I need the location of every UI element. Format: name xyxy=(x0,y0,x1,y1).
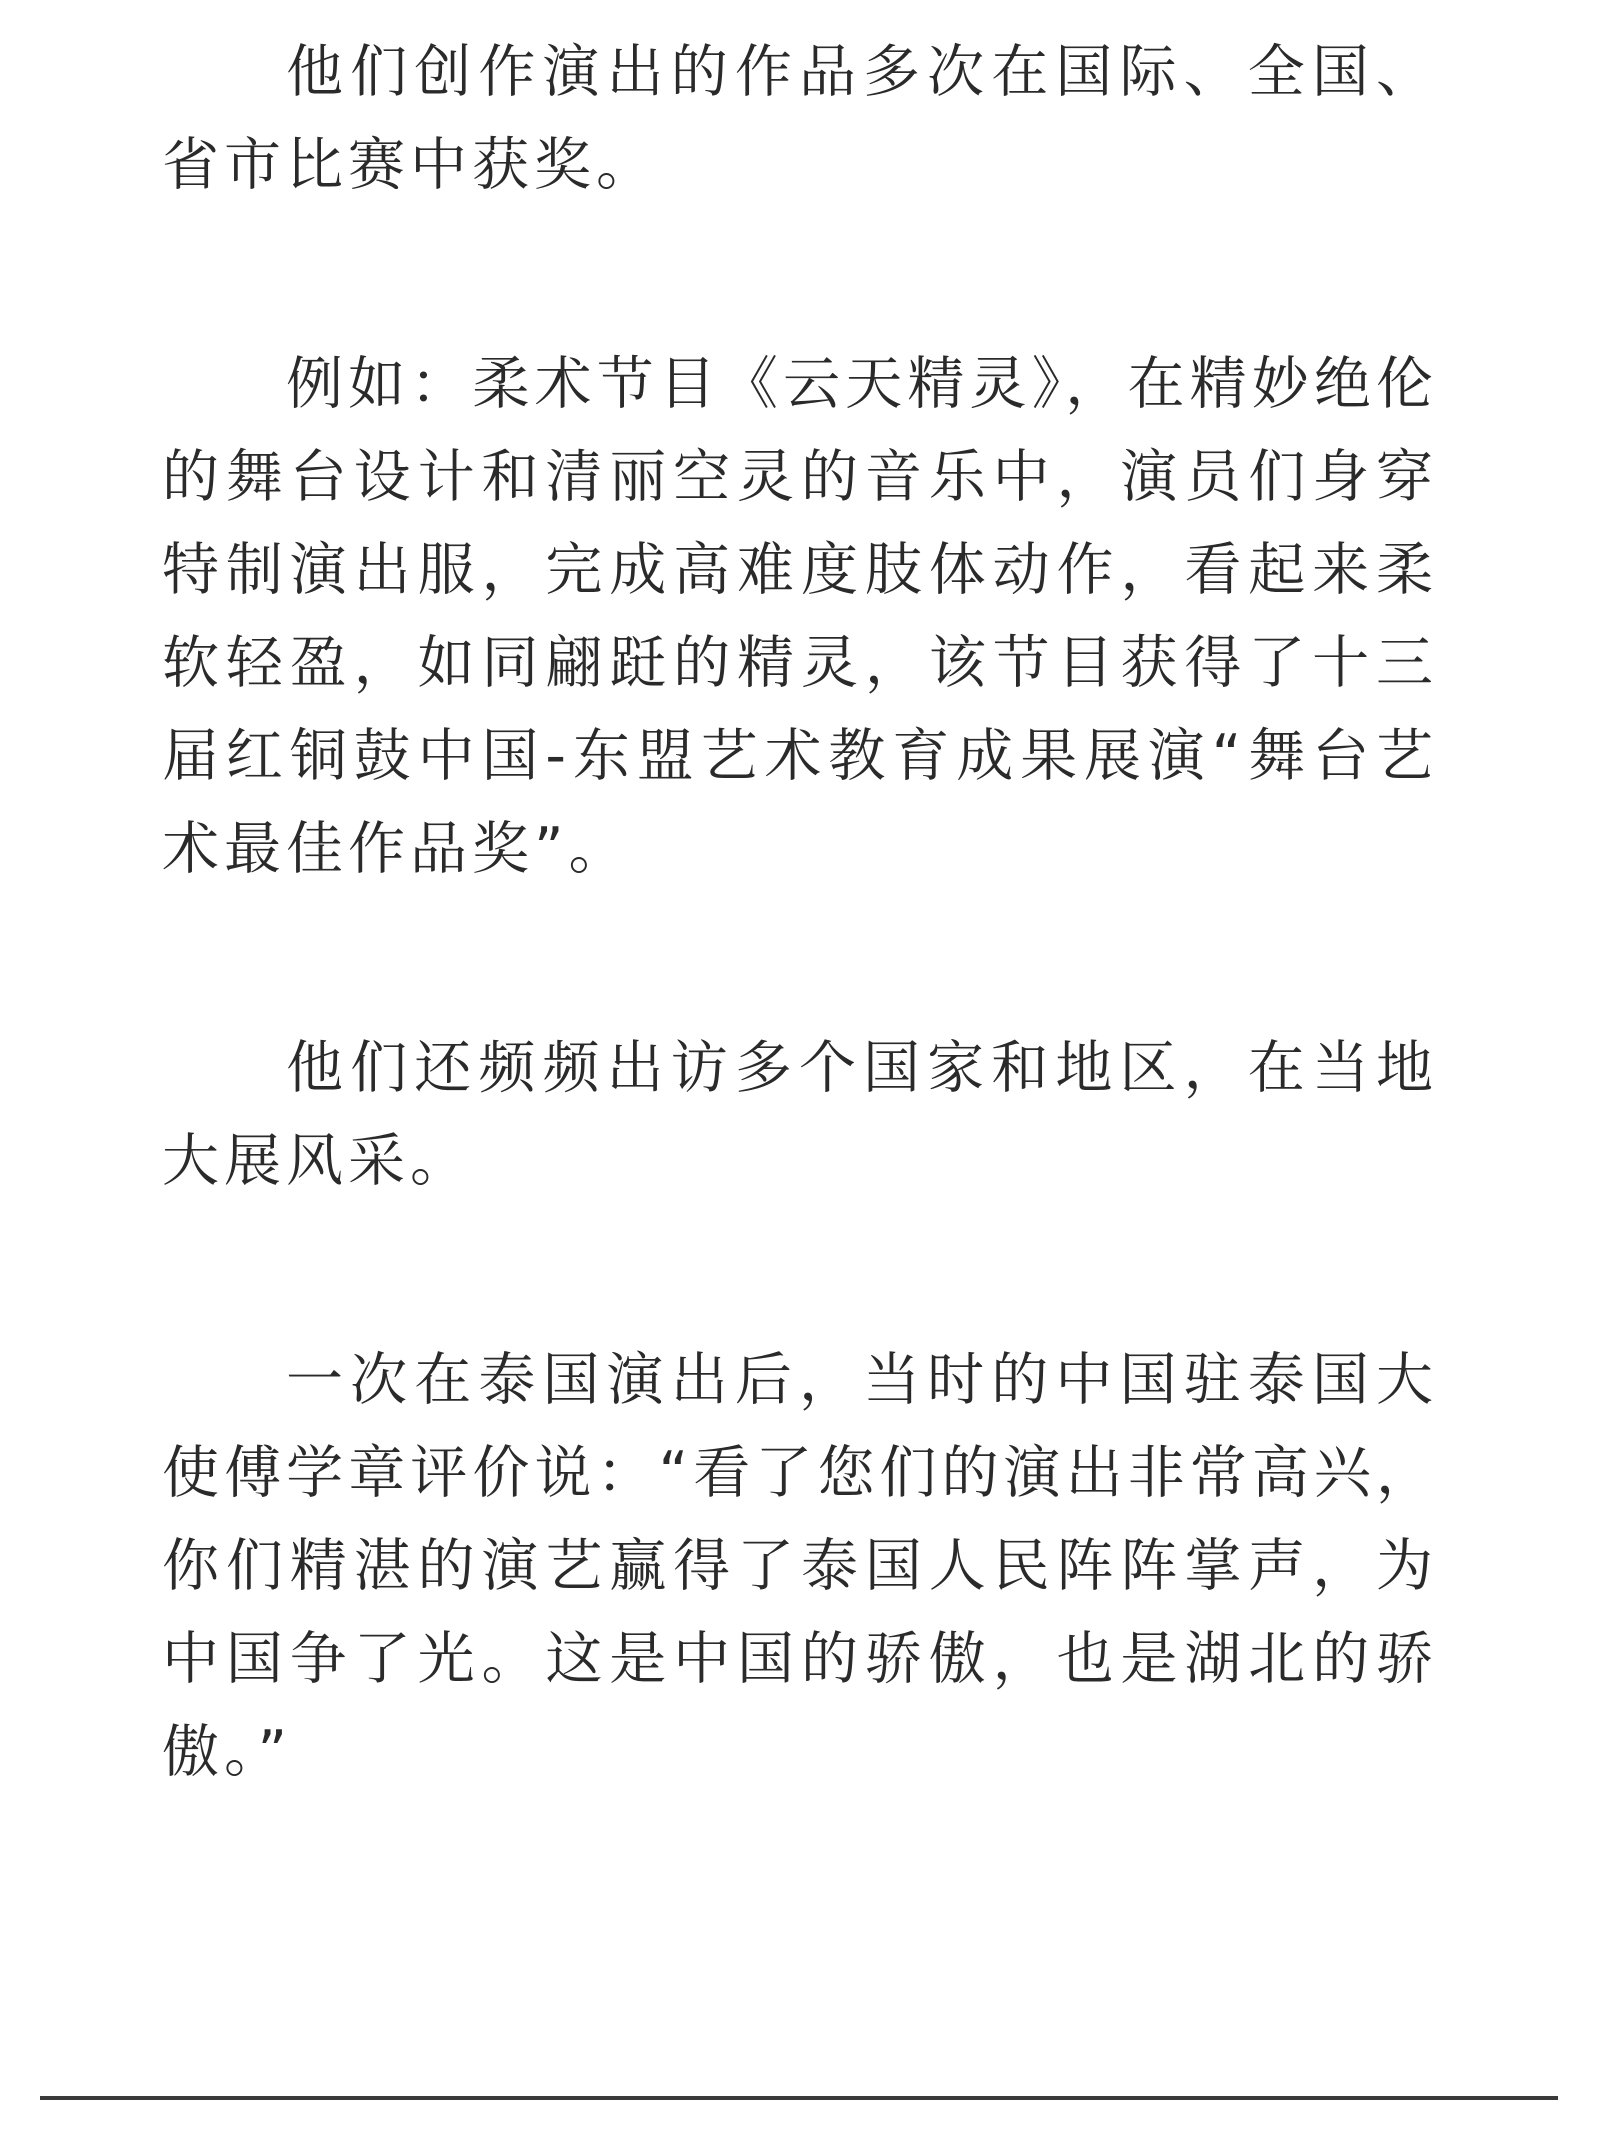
bottom-divider xyxy=(40,2096,1558,2100)
paragraph-example: 例如：柔术节目《云天精灵》，在精妙绝伦的舞台设计和清丽空灵的音乐中，演员们身穿特制演出服，完成高难度肢体动作，看起来柔软轻盈，如同翩跹的精灵，该节目获得了十三届红铜鼓中国-东盟艺术教育成果展演“舞台艺术最佳作品奖”。 xyxy=(162,351,1438,882)
paragraph-tours: 他们还频频出访多个国家和地区，在当地大展风采。 xyxy=(162,1035,1438,1194)
paragraph-ambassador-quote: 一次在泰国演出后，当时的中国驻泰国大使傅学章评价说：“看了您们的演出非常高兴，你们精湛的演艺赢得了泰国人民阵阵掌声，为中国争了光。这是中国的骄傲，也是湖北的骄傲。” xyxy=(162,1347,1438,1785)
article-body xyxy=(162,26,1438,1799)
paragraph-awards: 他们创作演出的作品多次在国际、全国、省市比赛中获奖。 xyxy=(162,39,1438,198)
